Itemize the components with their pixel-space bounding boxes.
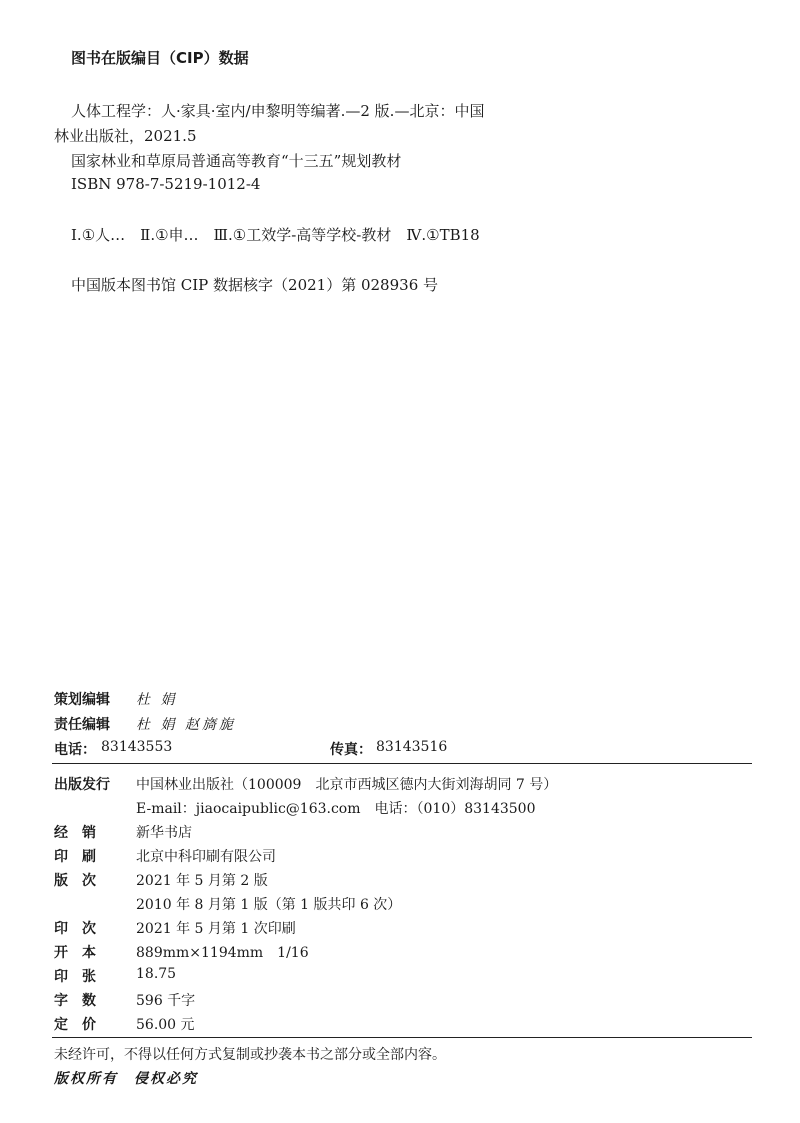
first-edition-value: 2010 年 8 月第 1 版（第 1 版共印 6 次） <box>136 897 402 913</box>
printing-value: 2021 年 5 月第 1 次印刷 <box>136 921 296 937</box>
word-count-label: 字 数 <box>54 993 96 1009</box>
printing-label: 印 次 <box>54 921 96 937</box>
contact-line: E-mail：jiaocaipublic@163.com 电话：（010）83143500 <box>136 801 536 817</box>
responsible-editor-label: 责任编辑 <box>54 717 110 733</box>
cip-title-line-1: 人体工程学：人·家具·室内/申黎明等编著.—2 版.—北京：中国 <box>71 102 485 120</box>
price-label: 定 价 <box>54 1017 96 1033</box>
cip-classification: Ⅰ.①人… Ⅱ.①申… Ⅲ.①工效学-高等学校-教材 Ⅳ.①TB18 <box>71 226 480 244</box>
cip-heading: 图书在版编目（CIP）数据 <box>71 49 249 67</box>
responsible-editor-value: 杜 娟 赵旖旎 <box>136 717 236 733</box>
phone-label: 电话： <box>54 742 96 758</box>
cip-title-line-2: 林业出版社，2021.5 <box>54 127 197 145</box>
printer-value: 北京中科印刷有限公司 <box>136 849 276 865</box>
distributor-label: 经 销 <box>54 825 96 841</box>
format-value: 889mm×1194mm 1/16 <box>136 945 309 961</box>
cip-record-number: 中国版本图书馆 CIP 数据核字（2021）第 028936 号 <box>71 276 439 294</box>
price-value: 56.00 元 <box>136 1017 195 1033</box>
format-label: 开 本 <box>54 945 96 961</box>
rights-reserved: 版权所有 侵权必究 <box>54 1071 198 1087</box>
fax-label: 传真： <box>330 742 372 758</box>
edition-label: 版 次 <box>54 873 96 889</box>
cip-series-line: 国家林业和草原局普通高等教育“十三五”规划教材 <box>71 152 402 170</box>
word-count-value: 596 千字 <box>136 993 196 1009</box>
sheets-value: 18.75 <box>136 966 177 982</box>
phone-value: 83143553 <box>101 739 173 755</box>
publisher-label: 出版发行 <box>54 777 110 793</box>
divider-top <box>52 763 752 764</box>
printer-label: 印 刷 <box>54 849 96 865</box>
edition-value: 2021 年 5 月第 2 版 <box>136 873 268 889</box>
planning-editor-label: 策划编辑 <box>54 692 110 708</box>
divider-bottom <box>52 1037 752 1038</box>
sheets-label: 印 张 <box>54 969 96 985</box>
planning-editor-value: 杜 娟 <box>136 692 178 708</box>
copyright-notice: 未经许可，不得以任何方式复制或抄袭本书之部分或全部内容。 <box>54 1047 446 1063</box>
cip-isbn: ISBN 978-7-5219-1012-4 <box>71 175 261 193</box>
publisher-value: 中国林业出版社（100009 北京市西城区德内大街刘海胡同 7 号） <box>136 777 558 793</box>
fax-value: 83143516 <box>376 739 448 755</box>
distributor-value: 新华书店 <box>136 825 192 841</box>
